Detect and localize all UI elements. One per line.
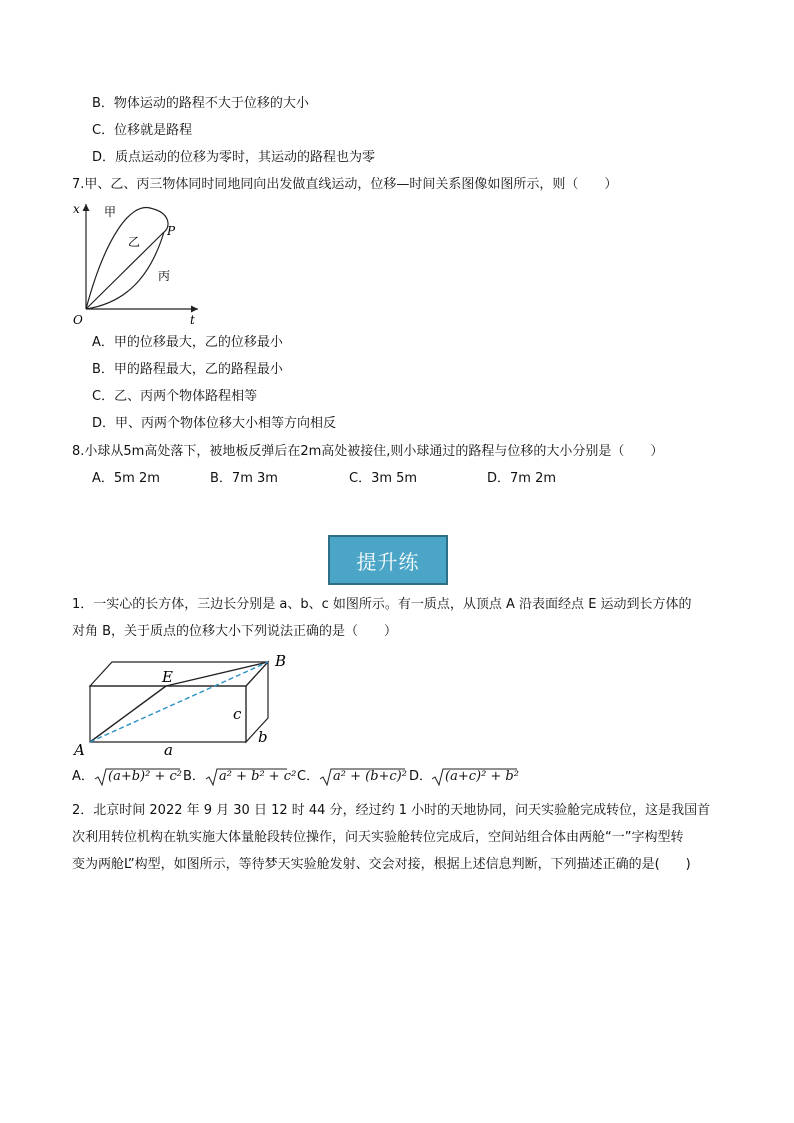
p1-option-b-expr: a² + b² + c² <box>219 769 297 784</box>
vertex-b-label: B <box>275 652 287 670</box>
q8-option-c: C．3m 5m <box>349 471 418 486</box>
curve-jia <box>86 208 171 309</box>
edge-a-label: a <box>164 741 173 759</box>
q7-option-c: C．乙、丙两个物体路程相等 <box>92 389 258 404</box>
cuboid-figure <box>70 650 295 760</box>
cuboid-front-face <box>90 686 246 742</box>
vertex-a-label: A <box>74 741 85 759</box>
displacement-a-to-b <box>90 662 268 742</box>
q8-option-b: B．7m 3m <box>210 471 278 486</box>
p1-option-c-label: C． <box>297 769 320 784</box>
edge-b-label: b <box>258 728 268 746</box>
p1-option-c-expr: a² + (b+c)² <box>333 769 407 784</box>
p1-stem-line2: 对角 B，关于质点的位移大小下列说法正确的是（ ） <box>72 624 398 639</box>
path-a-to-e <box>90 686 166 742</box>
path-e-to-b <box>166 662 268 686</box>
p1-option-a-expr: (a+b)² + c² <box>108 769 182 784</box>
q6-option-b: B．物体运动的路程不大于位移的大小 <box>92 96 309 111</box>
q7-option-a: A．甲的位移最大，乙的位移最小 <box>92 335 283 350</box>
point-p-label: P <box>167 224 176 238</box>
edge-c-label: c <box>233 705 242 723</box>
q6-option-c: C．位移就是路程 <box>92 123 193 138</box>
q8-option-d: D．7m 2m <box>487 471 557 486</box>
p2-line3: 变为两舱L”构型，如图所示，等待梦天实验舱发射、交会对接，根据上述信息判断，下列描述正确的是( ) <box>72 857 691 872</box>
q8-stem: 8.小球从5m高处落下，被地板反弹后在2m高处被接住,则小球通过的路程与位移的大小分别是（ ） <box>72 444 664 459</box>
p2-line1: 2．北京时间 2022 年 9 月 30 日 12 时 44 分，经过约 1 小时的天地协同，问天实验舱完成转位，这是我国首 <box>72 803 711 818</box>
p1-option-a-label: A． <box>72 769 94 784</box>
q7-option-b: B．甲的路程最大，乙的路程最小 <box>92 362 283 377</box>
point-e-label: E <box>162 668 173 686</box>
p2-line2: 次利用转位机构在轨实施大体量舱段转位操作，问天实验舱转位完成后，空间站组合体由两舱“一”字构型转 <box>72 830 684 845</box>
label-yi: 乙 <box>128 235 141 249</box>
q6-option-d: D．质点运动的位移为零时，其运动的路程也为零 <box>92 150 376 165</box>
q8-option-a: A．5m 2m <box>92 471 160 486</box>
p1-stem-line1: 1．一实心的长方体，三边长分别是 a、b、c 如图所示。有一质点，从顶点 A 沿表面经点 E 运动到长方体的 <box>72 597 692 612</box>
section-title-banner: 提升练 <box>328 535 448 585</box>
x-axis-label: t <box>190 313 195 326</box>
p1-option-d-expr: (a+c)² + b² <box>445 769 519 784</box>
q7-option-d: D．甲、丙两个物体位移大小相等方向相反 <box>92 416 337 431</box>
y-axis-label: x <box>73 202 80 216</box>
label-bing: 丙 <box>158 269 171 283</box>
origin-label: O <box>73 313 83 326</box>
q7-xt-graph <box>70 198 205 326</box>
q7-stem: 7.甲、乙、丙三物体同时同地同向出发做直线运动，位移—时间关系图像如图所示，则（ ） <box>72 177 618 192</box>
p1-option-b-label: B． <box>183 769 205 784</box>
p1-option-d-label: D． <box>409 769 433 784</box>
label-jia: 甲 <box>104 205 117 219</box>
